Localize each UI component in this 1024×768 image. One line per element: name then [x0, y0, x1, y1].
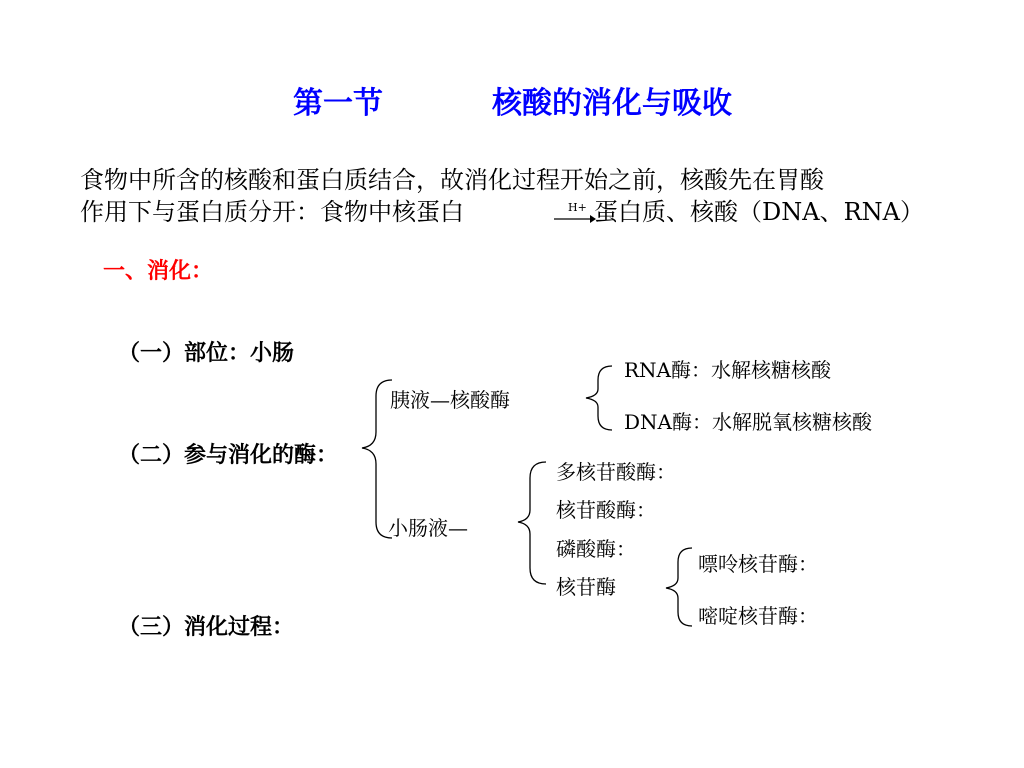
rna-enzyme-node: RNA酶：水解核糖核酸	[624, 358, 832, 382]
pancreatic-brace	[586, 366, 612, 430]
intro-line-2-suffix: 蛋白质、核酸（DNA、RNA）	[594, 198, 924, 226]
intro-line-1: 食物中所含的核酸和蛋白质结合，故消化过程开始之前，核酸先在胃酸	[80, 166, 824, 194]
polynucleotidase-node: 多核苷酸酶：	[556, 460, 676, 484]
process-heading: （三）消化过程：	[118, 614, 295, 640]
digestion-heading: 一、消化：	[103, 258, 214, 284]
intestinal-juice-node: 小肠液—	[388, 516, 468, 540]
dna-enzyme-node: DNA酶：水解脱氧核糖核酸	[624, 410, 872, 434]
nucleotidase-node: 核苷酸酶：	[556, 498, 656, 522]
intestinal-brace	[518, 462, 546, 584]
phosphatase-node: 磷酸酶：	[556, 537, 636, 561]
arrow-label: H+	[568, 201, 587, 214]
purine-nucleosidase-node: 嘌呤核苷酶：	[698, 552, 818, 576]
pancreatic-juice-node: 胰液—核酸酶	[390, 388, 510, 412]
nucleosidase-brace	[666, 548, 692, 626]
enzymes-heading: （二）参与消化的酶：	[118, 442, 339, 468]
nucleosidase-node: 核苷酶	[556, 575, 616, 599]
intro-line-2-prefix: 作用下与蛋白质分开：食物中核蛋白	[80, 198, 464, 226]
title-section: 第一节	[293, 86, 383, 121]
page-title: 核酸的消化与吸收	[492, 86, 732, 121]
site-item: （一）部位：小肠	[118, 340, 295, 366]
pyrimidine-nucleosidase-node: 嘧啶核苷酶：	[698, 604, 818, 628]
